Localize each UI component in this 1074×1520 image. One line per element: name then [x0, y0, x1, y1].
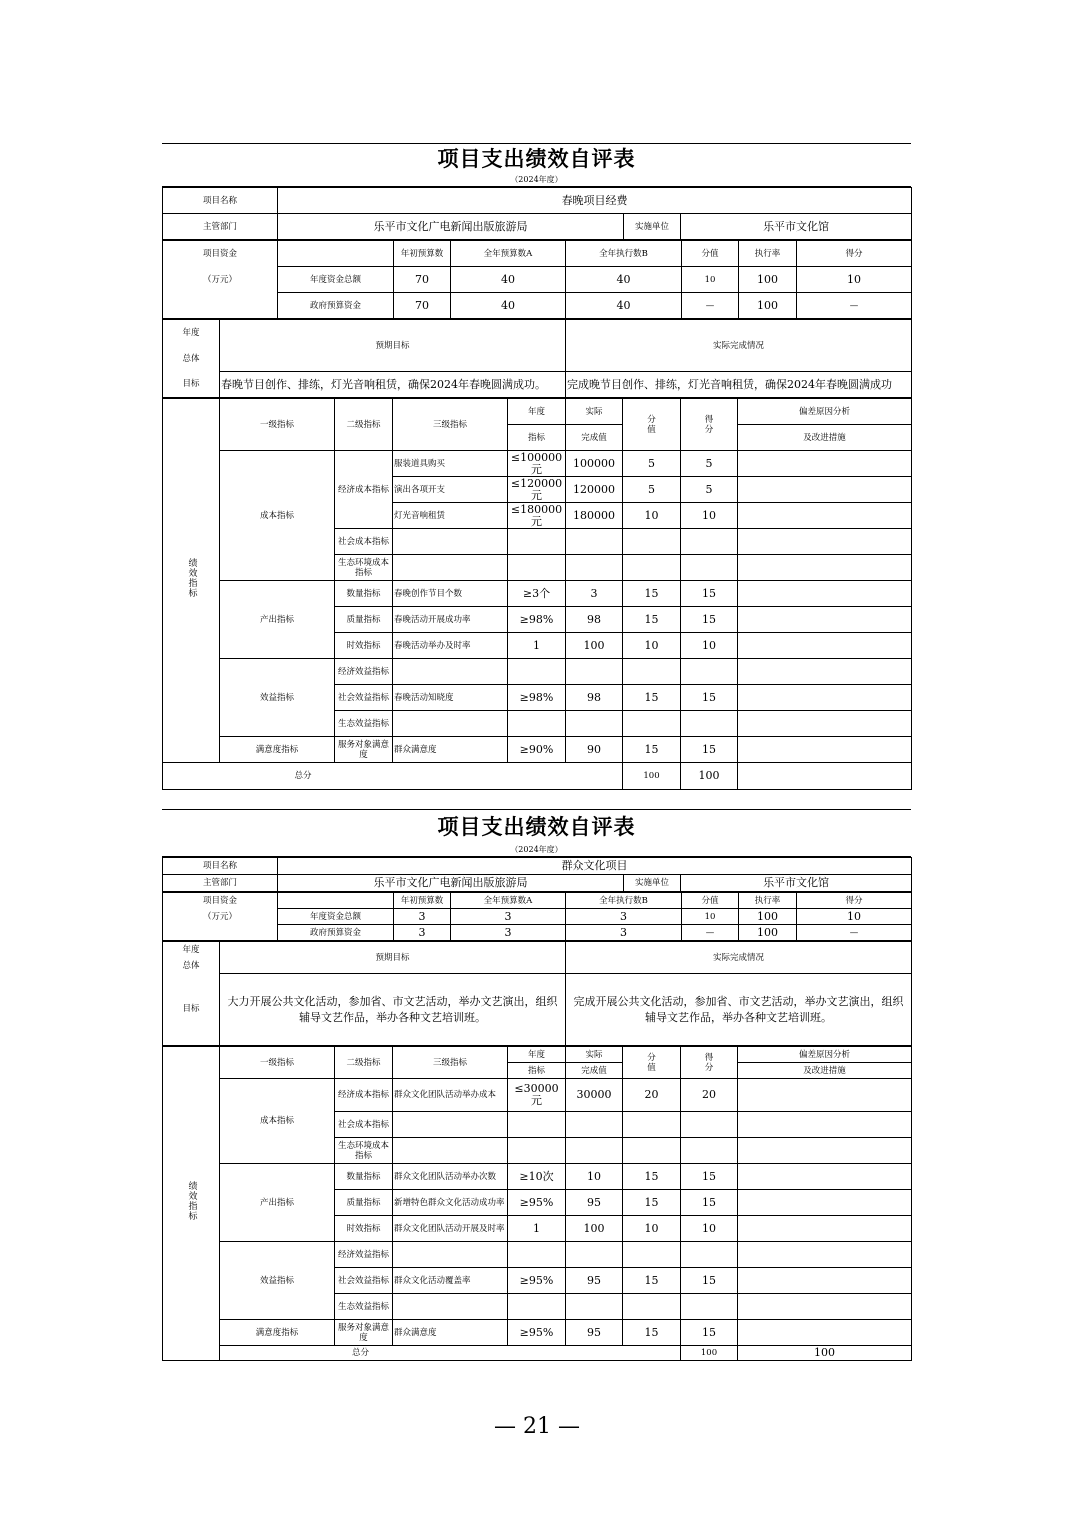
- goal-grid: [162, 941, 912, 1046]
- row-target: ≥90%: [508, 737, 566, 763]
- label-eco-cost: 生态环境成本指标: [335, 1138, 393, 1164]
- performance-table-1: [162, 143, 911, 790]
- label-de-top: 得: [704, 1052, 714, 1063]
- row-target: ≥95%: [508, 1320, 566, 1346]
- expected-goal: 春晚节目创作、排练，灯光音响租赁，确保2024年春晚圆满成功。: [220, 372, 566, 398]
- label-got: 得分: [797, 241, 912, 267]
- label-act-top: 实际: [566, 1047, 623, 1063]
- total-score: 10: [682, 909, 739, 925]
- label-rate: 执行率: [739, 893, 797, 909]
- label-act-bot: 完成值: [566, 1063, 623, 1079]
- row-note: [738, 607, 912, 633]
- label-soc-cost: 社会成本指标: [335, 1112, 393, 1138]
- label-dept: 主管部门: [163, 875, 278, 892]
- row-note: [738, 581, 912, 607]
- row-target: ≤100000元: [508, 451, 566, 477]
- gov-initial: 70: [394, 293, 451, 319]
- total-score-value: 100: [623, 763, 681, 790]
- row-actual: 10: [566, 1164, 623, 1190]
- row-got: 10: [681, 1216, 738, 1242]
- label-goal: 目标: [163, 372, 220, 398]
- row-score: 15: [623, 685, 681, 711]
- gov-score: —: [682, 293, 739, 319]
- label-soc-cost: 社会成本指标: [335, 529, 393, 555]
- indicator-grid: [162, 1046, 912, 1361]
- label-cost: 成本指标: [220, 1079, 335, 1164]
- row-target: ≤30000元: [508, 1079, 566, 1112]
- label-eco-cost: 生态环境成本指标: [335, 555, 393, 581]
- label-de-bot: 分: [704, 1062, 714, 1073]
- gov-score: —: [682, 925, 739, 941]
- label-fen: [623, 399, 681, 451]
- label-actual: 实际完成情况: [566, 942, 912, 974]
- row-name: 春晚活动知晓度: [393, 685, 508, 711]
- label-goal: 目标: [163, 974, 220, 1046]
- impl-unit: 乐平市文化馆: [681, 214, 912, 240]
- label-cost: 成本指标: [220, 451, 335, 581]
- funds-blank: [278, 241, 394, 267]
- row-actual: 100: [566, 633, 623, 659]
- label-total-funds: 年度资金总额: [278, 909, 394, 925]
- row-note: [738, 1216, 912, 1242]
- row-target: 1: [508, 633, 566, 659]
- label-soc-ben: 社会效益指标: [335, 685, 393, 711]
- row-note: [738, 451, 912, 477]
- total-initial: 3: [394, 909, 451, 925]
- row-score: 15: [623, 1268, 681, 1294]
- row-target: ≥98%: [508, 607, 566, 633]
- label-time: 时效指标: [335, 633, 393, 659]
- label-gov-funds: 政府预算资金: [278, 293, 394, 319]
- row-name: 春晚活动举办及时率: [393, 633, 508, 659]
- goal-grid: [162, 319, 912, 398]
- label-l2: 二级指标: [335, 1047, 393, 1079]
- row-score: 10: [623, 633, 681, 659]
- gov-rate: 100: [739, 925, 797, 941]
- row-actual: 95: [566, 1320, 623, 1346]
- row-got: 5: [681, 477, 738, 503]
- label-got: 得分: [797, 893, 912, 909]
- row-got: 15: [681, 685, 738, 711]
- label-full-a: 全年预算数A: [451, 241, 566, 267]
- row-note: [738, 1190, 912, 1216]
- label-impl: 实施单位: [624, 875, 681, 892]
- row-score: 10: [623, 1216, 681, 1242]
- row-name: 春晚活动开展成功率: [393, 607, 508, 633]
- row-target: ≥3个: [508, 581, 566, 607]
- row-actual: 120000: [566, 477, 623, 503]
- funds-grid: [162, 892, 912, 941]
- label-econ-cost: 经济成本指标: [335, 451, 393, 529]
- row-name: 群众满意度: [393, 1320, 508, 1346]
- label-full-b: 全年执行数B: [566, 241, 682, 267]
- row-actual: 90: [566, 737, 623, 763]
- row-got: 15: [681, 737, 738, 763]
- label-project-name: 项目名称: [163, 188, 278, 214]
- label-perf-text: 绩效指标: [186, 558, 197, 598]
- gov-initial: 3: [394, 925, 451, 941]
- label-year: 年度: [163, 942, 220, 958]
- dept: 乐平市文化广电新闻出版旅游局: [278, 214, 624, 240]
- label-yr-top: 年度: [508, 1047, 566, 1063]
- total-rate: 100: [739, 267, 797, 293]
- gov-b: 3: [566, 925, 682, 941]
- gov-got: —: [797, 925, 912, 941]
- actual-result: 完成开展公共文化活动，参加省、市文艺活动，举办文艺演出，组织辅导文艺作品，举办各种文艺培训班。: [566, 974, 912, 1046]
- label-de: [681, 399, 738, 451]
- label-act-bot: 完成值: [566, 425, 623, 451]
- label-econ-cost: 经济成本指标: [335, 1079, 393, 1112]
- label-service: 服务对象满意度: [335, 1320, 393, 1346]
- label-eco-ben: 生态效益指标: [335, 711, 393, 737]
- label-fen-bot: 值: [647, 424, 656, 435]
- label-overall: 总体: [163, 958, 220, 974]
- label-full-a: 全年预算数A: [451, 893, 566, 909]
- label-de-top: 得: [704, 414, 714, 425]
- row-got: 15: [681, 1268, 738, 1294]
- row-score: 15: [623, 737, 681, 763]
- row-actual: 100000: [566, 451, 623, 477]
- label-score-value: 分值: [682, 893, 739, 909]
- summary-grid: [162, 187, 912, 240]
- label-qual: 质量指标: [335, 607, 393, 633]
- row-score: 15: [623, 1190, 681, 1216]
- row-note: [738, 737, 912, 763]
- label-total-funds: 年度资金总额: [278, 267, 394, 293]
- row-got: 15: [681, 1320, 738, 1346]
- label-l1: 一级指标: [220, 1047, 335, 1079]
- row-name: 春晚创作节目个数: [393, 581, 508, 607]
- label-initial: 年初预算数: [394, 241, 451, 267]
- label-expected: 预期目标: [220, 942, 566, 974]
- row-score: 15: [623, 1164, 681, 1190]
- label-full-b: 全年执行数B: [566, 893, 682, 909]
- page-number: — 21 —: [494, 1414, 580, 1439]
- row-got: 15: [681, 1190, 738, 1216]
- row-name: 服装道具购买: [393, 451, 508, 477]
- row-note: [738, 1268, 912, 1294]
- label-l3: 三级指标: [393, 1047, 508, 1079]
- total-b: 3: [566, 909, 682, 925]
- label-dev-top: 偏差原因分析: [738, 399, 912, 425]
- label-initial: 年初预算数: [394, 893, 451, 909]
- table-title: 项目支出绩效自评表: [437, 815, 636, 839]
- label-project-name: 项目名称: [163, 858, 278, 875]
- row-name: 群众文化团队活动举办成本: [393, 1079, 508, 1112]
- table-header: [162, 809, 911, 857]
- total-got-value: 100: [738, 1346, 912, 1361]
- label-econ-ben: 经济效益指标: [335, 1242, 393, 1268]
- row-score: 20: [623, 1079, 681, 1112]
- gov-a: 3: [451, 925, 566, 941]
- total-got-value: 100: [681, 763, 738, 790]
- label-time: 时效指标: [335, 1216, 393, 1242]
- actual-result: 完成晚节目创作、排练，灯光音响租赁，确保2024年春晚圆满成功: [566, 372, 912, 398]
- label-qual: 质量指标: [335, 1190, 393, 1216]
- row-note: [738, 1079, 912, 1112]
- total-got: 10: [797, 909, 912, 925]
- label-l3: 三级指标: [393, 399, 508, 451]
- row-target: ≥10次: [508, 1164, 566, 1190]
- row-target: ≥98%: [508, 685, 566, 711]
- label-service: 服务对象满意度: [335, 737, 393, 763]
- label-fen-bot: 值: [647, 1062, 656, 1073]
- row-got: 15: [681, 607, 738, 633]
- row-note: [738, 1164, 912, 1190]
- row-name: 群众文化团队活动开展及时率: [393, 1216, 508, 1242]
- label-perf-text: 绩效指标: [186, 1181, 197, 1221]
- label-eco-ben: 生态效益指标: [335, 1294, 393, 1320]
- row-got: 15: [681, 1164, 738, 1190]
- project-name: 群众文化项目: [278, 858, 912, 875]
- label-expected: 预期目标: [220, 320, 566, 372]
- row-actual: 3: [566, 581, 623, 607]
- row-actual: 95: [566, 1190, 623, 1216]
- row-note: [738, 685, 912, 711]
- label-soc-ben: 社会效益指标: [335, 1268, 393, 1294]
- row-name: 群众文化活动覆盖率: [393, 1268, 508, 1294]
- row-name: 灯光音响租赁: [393, 503, 508, 529]
- row-score: 5: [623, 477, 681, 503]
- row-score: 10: [623, 503, 681, 529]
- table-title: 项目支出绩效自评表: [437, 147, 636, 171]
- label-funds: 项目资金: [163, 893, 278, 909]
- label-dev-top: 偏差原因分析: [738, 1047, 912, 1063]
- row-got: 5: [681, 451, 738, 477]
- indicator-grid: [162, 398, 912, 790]
- total-score: 10: [682, 267, 739, 293]
- dept: 乐平市文化广电新闻出版旅游局: [278, 875, 624, 892]
- table-year: （2024年度）: [510, 175, 563, 184]
- row-note: [738, 1320, 912, 1346]
- label-l1: 一级指标: [220, 399, 335, 451]
- label-dev-bot: 及改进措施: [738, 1063, 912, 1079]
- gov-a: 40: [451, 293, 566, 319]
- row-name: 群众满意度: [393, 737, 508, 763]
- label-benefit: 效益指标: [220, 1242, 335, 1320]
- label-yr-bot: 指标: [508, 1063, 566, 1079]
- table-header: [162, 143, 911, 187]
- label-gov-funds: 政府预算资金: [278, 925, 394, 941]
- label-score-value: 分值: [682, 241, 739, 267]
- label-perf: [163, 399, 220, 763]
- label-total: 总分: [163, 763, 623, 790]
- project-name: 春晚项目经费: [278, 188, 912, 214]
- label-fen-top: 分: [647, 1052, 656, 1063]
- row-note: [738, 477, 912, 503]
- impl-unit: 乐平市文化馆: [681, 875, 912, 892]
- performance-table-2: [162, 809, 911, 1361]
- label-unit: （万元）: [163, 267, 278, 293]
- label-impl: 实施单位: [624, 214, 681, 240]
- funds-side-blank: [163, 293, 278, 319]
- label-rate: 执行率: [739, 241, 797, 267]
- row-got: 10: [681, 503, 738, 529]
- label-total: 总分: [220, 1346, 681, 1361]
- row-note: [738, 633, 912, 659]
- row-actual: 98: [566, 685, 623, 711]
- row-score: 15: [623, 607, 681, 633]
- label-fen: [623, 1047, 681, 1079]
- label-fen-top: 分: [647, 414, 656, 425]
- row-got: 20: [681, 1079, 738, 1112]
- row-actual: 100: [566, 1216, 623, 1242]
- row-score: 15: [623, 581, 681, 607]
- label-dev-bot: 及改进措施: [738, 425, 912, 451]
- label-dept: 主管部门: [163, 214, 278, 240]
- row-target: ≤120000元: [508, 477, 566, 503]
- label-output: 产出指标: [220, 1164, 335, 1242]
- row-actual: 30000: [566, 1079, 623, 1112]
- row-target: ≥95%: [508, 1268, 566, 1294]
- label-unit: （万元）: [163, 909, 278, 925]
- row-score: 5: [623, 451, 681, 477]
- row-target: ≥95%: [508, 1190, 566, 1216]
- label-satisf: 满意度指标: [220, 1320, 335, 1346]
- row-name: 群众文化团队活动举办次数: [393, 1164, 508, 1190]
- table-year: （2024年度）: [510, 845, 563, 854]
- row-score: 15: [623, 1320, 681, 1346]
- label-actual: 实际完成情况: [566, 320, 912, 372]
- label-qty: 数量指标: [335, 581, 393, 607]
- expected-goal: 大力开展公共文化活动，参加省、市文艺活动，举办文艺演出，组织辅导文艺作品，举办各种文艺培训班。: [220, 974, 566, 1046]
- row-got: 10: [681, 633, 738, 659]
- summary-grid: [162, 857, 912, 892]
- label-econ-ben: 经济效益指标: [335, 659, 393, 685]
- gov-b: 40: [566, 293, 682, 319]
- row-name: 新增特色群众文化活动成功率: [393, 1190, 508, 1216]
- label-de: [681, 1047, 738, 1079]
- row-got: 15: [681, 581, 738, 607]
- total-b: 40: [566, 267, 682, 293]
- row-name: 演出各项开支: [393, 477, 508, 503]
- label-funds: 项目资金: [163, 241, 278, 267]
- row-target: ≤180000元: [508, 503, 566, 529]
- label-year: 年度: [163, 320, 220, 346]
- row-actual: 95: [566, 1268, 623, 1294]
- gov-rate: 100: [739, 293, 797, 319]
- label-de-bot: 分: [704, 424, 714, 435]
- funds-grid: [162, 240, 912, 319]
- row-actual: 180000: [566, 503, 623, 529]
- total-rate: 100: [739, 909, 797, 925]
- label-overall: 总体: [163, 346, 220, 372]
- label-output: 产出指标: [220, 581, 335, 659]
- total-a: 3: [451, 909, 566, 925]
- row-target: 1: [508, 1216, 566, 1242]
- gov-got: —: [797, 293, 912, 319]
- label-yr-bot: 指标: [508, 425, 566, 451]
- label-qty: 数量指标: [335, 1164, 393, 1190]
- total-got: 10: [797, 267, 912, 293]
- total-score-value: 100: [681, 1346, 738, 1361]
- label-l2: 二级指标: [335, 399, 393, 451]
- row-actual: 98: [566, 607, 623, 633]
- total-a: 40: [451, 267, 566, 293]
- label-act-top: 实际: [566, 399, 623, 425]
- label-yr-top: 年度: [508, 399, 566, 425]
- row-note: [738, 503, 912, 529]
- label-benefit: 效益指标: [220, 659, 335, 737]
- total-initial: 70: [394, 267, 451, 293]
- label-perf: [163, 1047, 220, 1361]
- label-satisf: 满意度指标: [220, 737, 335, 763]
